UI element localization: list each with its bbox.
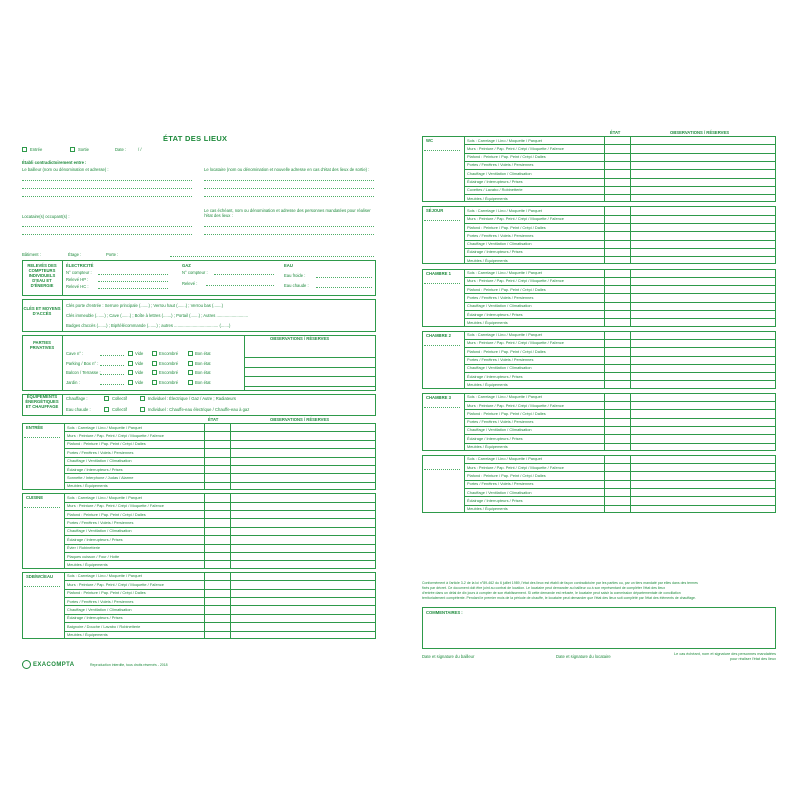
legal-line: d'entrée dans un délai de dix jours à compter de son établissement. Si cette demande est refusée, le locataire peut saisir la commission départementale de conciliation	[422, 591, 681, 595]
bon-etat-label: Bon état	[195, 370, 211, 375]
meters-heading: RELEVÉS DES COMPTEURS INDIVIDUELS D'EAU ET D'ÉNERGIE	[27, 263, 57, 288]
encombre-label: Encombré	[159, 351, 179, 356]
room-item-label: Meubles / Équipements	[467, 319, 508, 325]
bon-etat-checkbox[interactable]	[188, 351, 193, 356]
room-item-label: Éclairage / Interrupteurs / Prises	[467, 435, 523, 441]
comments-label: COMMENTAIRES :	[426, 610, 463, 615]
private-row-label: Balcon / Terrasse :	[66, 370, 101, 375]
encombre-checkbox[interactable]	[152, 380, 157, 385]
water-collective-label: Collectif	[112, 407, 127, 412]
room-item-label: Murs : Peinture / Pap. Peint / Crépi / Moquette / Faïence	[67, 503, 164, 509]
private-row-label: Jardin :	[66, 379, 80, 385]
cold-water-label: Eau froide :	[284, 273, 306, 278]
legal-line: territorialement compétente. Pendant le premier mois de la période de chauffe, le locataire peut demander que l'état des lieux soit complété par l'état des éléments de chauffage.	[422, 596, 696, 600]
room-item-label: Sols : Carrelage / Lino / Moquette / Parquet	[67, 424, 142, 430]
heating-collective-label: Collectif	[112, 396, 127, 401]
encombre-checkbox[interactable]	[152, 370, 157, 375]
room-item-label: Chauffage / Ventilation / Climatisation	[467, 241, 532, 247]
room-item-label: Plafond : Peinture / Pap. Peint / Crépi / Dalles	[467, 286, 546, 292]
room-item-label: Meubles / Équipements	[467, 444, 508, 449]
bon-etat-checkbox[interactable]	[188, 370, 193, 375]
room-name: SDB/WC/EAU	[26, 573, 53, 579]
lessor-signature-label: Date et signature du bailleur	[422, 654, 475, 659]
gas-meter-no: N° compteur :	[182, 270, 208, 275]
private-parts-heading: PARTIES PRIVATIVES	[29, 340, 55, 350]
room-item-label: Plafond : Peinture / Pap. Peint / Crépi / Dalles	[467, 410, 546, 416]
room-item-label: Sols : Carrelage / Lino / Moquette / Parquet	[467, 137, 542, 143]
water-collective-checkbox[interactable]	[104, 407, 109, 412]
room-item-label: Sonnette / Interphone / Judas / Alarme	[67, 474, 134, 480]
room-item-label: Chauffage / Ventilation / Climatisation	[467, 427, 532, 433]
gas-index: Relevé :	[182, 281, 198, 286]
room-item-label: Meubles / Équipements	[67, 561, 108, 567]
date-separators: / /	[138, 147, 142, 152]
heating-label: Chauffage :	[66, 396, 88, 401]
encombre-label: Encombré	[159, 370, 179, 375]
water-detail: Individuel : Chauffe-eau électrique / Chauffe-eau à gaz	[148, 407, 250, 412]
room-item-label: Cuvettes / Lavabo / Robinetterie	[467, 187, 523, 193]
room-item-label: Éclairage / Interrupteurs / Prises	[67, 466, 123, 472]
door-label: Porte :	[106, 252, 119, 257]
room-name: WC	[426, 138, 433, 143]
bon-etat-checkbox[interactable]	[188, 361, 193, 366]
date-label: Date :	[115, 147, 127, 152]
room-item-label: Meubles / Équipements	[467, 381, 508, 387]
keys-heading: CLÉS ET MOYENS D'ACCÈS	[23, 306, 61, 316]
keys-line-2: Clés immeuble (.......) ; Cave (.......) ; Boîte à lettres (.......) ; Portail (.......) ; Autres ...........................	[66, 313, 248, 318]
right-obs-header: OBSERVATIONS / RÉSERVES	[670, 130, 730, 135]
room-name: CUISINE	[26, 495, 43, 501]
tenant-signature-label: Date et signature du locataire	[556, 654, 611, 659]
bon-etat-label: Bon état	[195, 360, 211, 366]
vide-checkbox[interactable]	[128, 370, 133, 375]
room-item-label: Sols : Carrelage / Lino / Moquette / Parquet	[67, 573, 142, 579]
vide-checkbox[interactable]	[128, 380, 133, 385]
private-row-label: Cave n° :	[66, 351, 84, 356]
vide-checkbox[interactable]	[128, 361, 133, 366]
entry-checkbox[interactable]	[22, 147, 27, 152]
room-item-label: Plafond : Peinture / Pap. Peint / Crépi / Dalles	[67, 511, 146, 517]
room-item-label: Plafond : Peinture / Pap. Peint / Crépi / Dalles	[467, 154, 546, 160]
room-item-label: Murs : Peinture / Pap. Peint / Crépi / Moquette / Faïence	[467, 464, 564, 470]
vide-label: Vide	[135, 379, 144, 385]
room-item-label: Plafond : Peinture / Pap. Peint / Crépi / Dalles	[67, 590, 146, 596]
bon-etat-label: Bon état	[195, 379, 211, 385]
mandated-label: Le cas échéant, nom ou dénomination et adresse des personnes mandatées pour réaliser l'état des lieux :	[204, 208, 371, 218]
room-item-label: Sols : Carrelage / Lino / Moquette / Parquet	[467, 270, 542, 275]
room-name: CHAMBRE 3	[426, 394, 451, 400]
room-item-label: Éclairage / Interrupteurs / Prises	[67, 536, 123, 542]
exacompta-logo-icon	[22, 660, 31, 669]
floor-label: Étage :	[68, 252, 82, 257]
room-item-label: Évier / Robinetterie	[67, 545, 101, 551]
encombre-checkbox[interactable]	[152, 351, 157, 356]
room-name: CHAMBRE 2	[426, 332, 451, 338]
room-item-label: Portes / Fenêtres / Volets / Persiennes	[467, 294, 534, 300]
room-item-label: Chauffage / Ventilation / Climatisation	[67, 528, 132, 534]
water-individual-checkbox[interactable]	[140, 407, 145, 412]
building-label: Bâtiment :	[22, 252, 41, 257]
right-page	[420, 130, 778, 661]
keys-line-3: Badges d'accès (.......) ; Bip/télécommande (.......) ; autres ...................................... (.......)	[66, 323, 231, 328]
contradictory-heading: Établi contradictoirement entre :	[22, 160, 87, 165]
hot-water-label: Eau chaude :	[284, 283, 309, 288]
room-item-label: Portes / Fenêtres / Volets / Persiennes	[467, 357, 534, 362]
room-item-label: Murs : Peinture / Pap. Peint / Crépi / Moquette / Faïence	[67, 432, 164, 438]
right-state-header: ÉTAT	[610, 130, 621, 135]
room-name: ENTRÉE	[26, 425, 43, 430]
room-item-label: Murs : Peinture / Pap. Peint / Crépi / Moquette / Faïence	[67, 581, 164, 587]
footer-brand: EXACOMPTA	[33, 662, 75, 668]
room-item-label: Baignoire / Douche / Lavabo / Robinetterie	[67, 623, 141, 629]
electricity-label: ÉLECTRICITÉ	[66, 263, 94, 268]
gas-label: GAZ	[182, 263, 191, 268]
heating-individual-checkbox[interactable]	[140, 396, 145, 401]
room-item-label: Éclairage / Interrupteurs / Prises	[467, 311, 523, 317]
encombre-label: Encombré	[159, 360, 179, 366]
encombre-label: Encombré	[159, 379, 179, 385]
left-obs-header: OBSERVATIONS / RÉSERVES	[270, 417, 330, 422]
room-item-label: Murs : Peinture / Pap. Peint / Crépi / Moquette / Faïence	[467, 340, 564, 346]
room-item-label: Chauffage / Ventilation / Climatisation	[67, 606, 132, 612]
room-item-label: Portes / Fenêtres / Volets / Persiennes	[67, 598, 134, 604]
room-item-label: Portes / Fenêtres / Volets / Persiennes	[467, 481, 534, 487]
room-item-label: Plaques cuisson / Four / Hotte	[67, 553, 120, 559]
page-title: ÉTAT DES LIEUX	[163, 134, 228, 143]
room-item-label: Éclairage / Interrupteurs / Prises	[467, 373, 523, 379]
room-item-label: Plafond : Peinture / Pap. Peint / Crépi / Dalles	[467, 224, 546, 230]
room-item-label: Portes / Fenêtres / Volets / Persiennes	[467, 162, 534, 168]
lessor-label: Le bailleur (nom ou dénomination et adresse) :	[22, 167, 109, 172]
room-item-label: Portes / Fenêtres / Volets / Persiennes	[467, 419, 534, 425]
private-obs-header: OBSERVATIONS / RÉSERVES	[270, 336, 330, 341]
left-state-header: ÉTAT	[208, 417, 219, 422]
room-item-label: Plafond : Peinture / Pap. Peint / Crépi / Dalles	[467, 472, 546, 478]
room-name: SÉJOUR	[426, 208, 444, 214]
heating-detail: Individuel : Électrique / Gaz / Autre ; Radiateurs	[148, 396, 236, 401]
room-item-label: Murs : Peinture / Pap. Peint / Crépi / Moquette / Faïence	[467, 145, 564, 151]
vide-checkbox[interactable]	[128, 351, 133, 356]
room-item-label: Éclairage / Interrupteurs / Prises	[467, 497, 523, 503]
room-item-label: Sols : Carrelage / Lino / Moquette / Parquet	[467, 394, 542, 400]
room-item-label: Chauffage / Ventilation / Climatisation	[67, 458, 132, 464]
keys-line-1: Clés porte d'entrée : Serrure principale (.......) ; Verrou haut (.......) ; Verrou bas (.......)	[66, 303, 223, 308]
heating-collective-checkbox[interactable]	[104, 396, 109, 401]
room-item-label: Plafond : Peinture / Pap. Peint / Crépi / Dalles	[467, 348, 546, 354]
room-item-label: Murs : Peinture / Pap. Peint / Crépi / Moquette / Faïence	[467, 402, 564, 408]
room-item-label: Sols : Carrelage / Lino / Moquette / Parquet	[67, 494, 142, 500]
room-item-label: Meubles / Équipements	[467, 195, 508, 201]
room-item-label: Murs : Peinture / Pap. Peint / Crépi / Moquette / Faïence	[467, 216, 564, 222]
room-item-label: Chauffage / Ventilation / Climatisation	[467, 365, 532, 371]
vide-label: Vide	[135, 360, 144, 366]
room-item-label: Meubles / Équipements	[467, 506, 508, 512]
water-label: EAU	[284, 263, 293, 268]
elec-index-hp: Relevé HP :	[66, 277, 89, 282]
legal-line: Conformément à l'article 3-2 de la loi n°89-462 du 6 juillet 1989, l'état des lieux est établi de façon contradictoire par les parties ou, par un tiers mandaté par elles dans des termes	[422, 581, 698, 585]
room-item-label: Éclairage / Interrupteurs / Prises	[67, 615, 123, 621]
room-item-label: Éclairage / Interrupteurs / Prises	[467, 179, 523, 184]
room-item-label: Murs : Peinture / Pap. Peint / Crépi / Moquette / Faïence	[467, 278, 564, 284]
comments-box[interactable]	[422, 607, 776, 649]
room-item-label: Chauffage / Ventilation / Climatisation	[467, 303, 532, 309]
mandated-signature-label: Le cas échéant, nom et signature des personnes mandatées pour réaliser l'état des lieux	[674, 652, 776, 661]
encombre-checkbox[interactable]	[152, 361, 157, 366]
vide-label: Vide	[135, 370, 144, 375]
bon-etat-label: Bon état	[195, 351, 211, 356]
tenant-label: Le locataire (nom ou dénomination et nouvelle adresse en cas d'état des lieux de sortie) :	[204, 167, 370, 172]
room-item-label: Portes / Fenêtres / Volets / Persiennes	[67, 519, 134, 525]
room-item-label: Chauffage / Ventilation / Climatisation	[467, 489, 532, 495]
room-item-label: Sols : Carrelage / Lino / Moquette / Parquet	[467, 456, 542, 462]
left-page	[20, 130, 378, 670]
room-item-label: Sols : Carrelage / Lino / Moquette / Parquet	[467, 207, 542, 213]
room-item-label: Meubles / Équipements	[67, 632, 108, 638]
footer-copyright: Reproduction interdite, tous droits réservés - 2018	[90, 663, 168, 667]
private-row-label: Parking / Box n° :	[66, 360, 99, 366]
elec-meter-no: N° compteur :	[66, 270, 92, 275]
exit-label: Sortie	[78, 147, 89, 152]
exit-checkbox[interactable]	[70, 147, 75, 152]
room-item-label: Chauffage / Ventilation / Climatisation	[467, 170, 532, 176]
room-item-label: Meubles / Équipements	[67, 483, 108, 489]
hot-water-equip-label: Eau chaude :	[66, 407, 91, 412]
room-item-label: Portes / Fenêtres / Volets / Persiennes	[467, 232, 534, 238]
entry-label: Entrée	[30, 147, 43, 152]
room-item-label: Éclairage / Interrupteurs / Prises	[467, 249, 523, 255]
occupants-label: Locataire(s) occupant(s) :	[22, 214, 70, 219]
vide-label: Vide	[135, 351, 144, 356]
legal-line: fixés par décret. Ce document doit être joint au contrat de location. Le locataire peut demander au bailleur ou à son représentant de compléter l'état des lieux	[422, 586, 666, 590]
equipment-heading: ÉQUIPEMENTS ÉNERGÉTIQUES ET CHAUFFAGE	[25, 394, 59, 409]
bon-etat-checkbox[interactable]	[188, 380, 193, 385]
elec-index-hc: Relevé HC :	[66, 284, 89, 289]
room-item-label: Meubles / Équipements	[467, 257, 508, 263]
room-item-label: Portes / Fenêtres / Volets / Persiennes	[67, 449, 134, 455]
room-item-label: Plafond : Peinture / Pap. Peint / Crépi / Dalles	[67, 441, 146, 447]
room-item-label: Sols : Carrelage / Lino / Moquette / Parquet	[467, 332, 542, 338]
room-name: CHAMBRE 1	[426, 270, 451, 276]
